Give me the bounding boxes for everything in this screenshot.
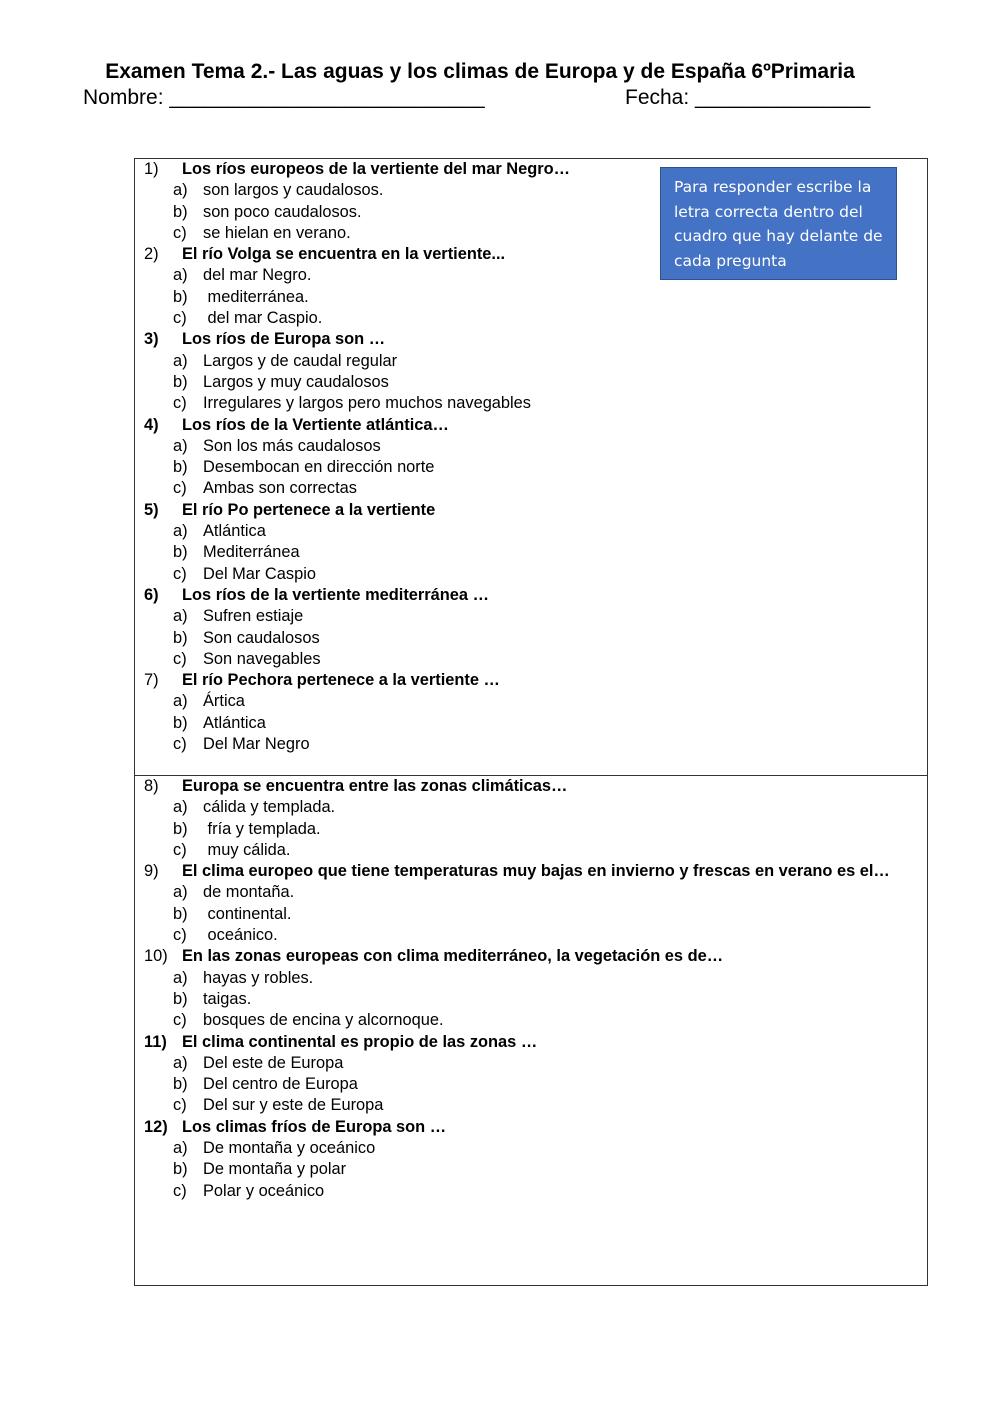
answer-option <box>135 1053 927 1074</box>
answer-option <box>135 1074 927 1095</box>
option-letter: a) <box>173 1053 188 1072</box>
climate-question-box <box>134 775 928 1286</box>
option-letter: b) <box>173 287 188 306</box>
option-text: Atlántica <box>203 522 266 541</box>
option-letter: b) <box>173 1160 188 1179</box>
answer-option <box>135 436 927 457</box>
option-text: se hielan en verano. <box>203 223 351 242</box>
option-letter: b) <box>173 628 188 647</box>
option-text: bosques de encina y alcornoque. <box>203 1011 444 1030</box>
question-list <box>135 776 927 1202</box>
question <box>135 861 927 946</box>
option-text: Largos y muy caudalosos <box>203 372 389 391</box>
option-text: mediterránea. <box>203 287 309 306</box>
option-letter: b) <box>173 904 188 923</box>
question-text: Los ríos de la Vertiente atlántica… <box>182 415 449 434</box>
question-number: 10) <box>144 947 168 966</box>
answer-option <box>135 1159 927 1180</box>
answer-option <box>135 287 927 308</box>
question-stem <box>135 776 927 797</box>
instructions-note: Para responder escribe la letra correcta dentro del cuadro que hay delante de cada pregunta <box>660 167 897 280</box>
answer-option <box>135 925 927 946</box>
question <box>135 946 927 1031</box>
exam-title: Examen Tema 2.- Las aguas y los climas de Europa y de España 6ºPrimaria <box>105 60 855 83</box>
answer-option <box>135 819 927 840</box>
option-text: Del centro de Europa <box>203 1075 358 1094</box>
question-number: 5) <box>144 500 159 519</box>
answer-option <box>135 649 927 670</box>
question-number: 7) <box>144 671 159 690</box>
name-field[interactable]: Nombre: ___________________________ <box>83 86 485 109</box>
option-letter: b) <box>173 372 188 391</box>
option-letter: a) <box>173 798 188 817</box>
answer-option <box>135 372 927 393</box>
question-number: 6) <box>144 585 159 604</box>
question-number: 1) <box>144 160 159 178</box>
option-text: Son caudalosos <box>203 628 320 647</box>
option-text: De montaña y polar <box>203 1160 347 1179</box>
answer-option <box>135 521 927 542</box>
option-text: Son navegables <box>203 649 321 668</box>
question-text: Europa se encuentra entre las zonas climáticas… <box>182 777 568 795</box>
option-letter: a) <box>173 181 188 200</box>
option-letter: c) <box>173 1181 187 1200</box>
option-letter: c) <box>173 735 187 754</box>
answer-option <box>135 691 927 712</box>
option-text: cálida y templada. <box>203 798 336 817</box>
question-stem <box>135 585 927 606</box>
question-text: Los ríos de la vertiente mediterránea … <box>182 585 489 604</box>
option-letter: a) <box>173 522 188 541</box>
option-letter: b) <box>173 819 188 838</box>
option-letter: c) <box>173 394 187 413</box>
option-letter: c) <box>173 649 187 668</box>
answer-option <box>135 734 927 755</box>
answer-option <box>135 968 927 989</box>
answer-option <box>135 564 927 585</box>
option-letter: b) <box>173 989 188 1008</box>
question-stem <box>135 1032 927 1053</box>
option-text: Del Mar Caspio <box>203 564 316 583</box>
option-text: muy cálida. <box>203 840 291 859</box>
question <box>135 776 927 861</box>
answer-option <box>135 840 927 861</box>
option-text: Del Mar Negro <box>203 735 310 754</box>
option-letter: b) <box>173 202 188 221</box>
option-text: de montaña. <box>203 883 295 902</box>
answer-option <box>135 797 927 818</box>
option-text: Ambas son correctas <box>203 479 357 498</box>
answer-option <box>135 457 927 478</box>
answer-option <box>135 628 927 649</box>
date-field[interactable]: Fecha: _______________ <box>625 86 871 109</box>
option-text: Largos y de caudal regular <box>203 351 398 370</box>
question-stem <box>135 946 927 967</box>
option-text: Irregulares y largos pero muchos navegables <box>203 394 531 413</box>
answer-option <box>135 308 927 329</box>
answer-option <box>135 1010 927 1031</box>
answer-option <box>135 713 927 734</box>
answer-option <box>135 478 927 499</box>
answer-option <box>135 989 927 1010</box>
option-letter: c) <box>173 1096 187 1115</box>
question-stem <box>135 670 927 691</box>
option-text: De montaña y oceánico <box>203 1139 376 1158</box>
option-text: Del sur y este de Europa <box>203 1096 384 1115</box>
answer-option <box>135 882 927 903</box>
option-text: Ártica <box>203 692 245 711</box>
question <box>135 415 927 500</box>
option-letter: a) <box>173 351 188 370</box>
question-number: 9) <box>144 862 159 881</box>
option-text: son largos y caudalosos. <box>203 181 384 200</box>
question <box>135 329 927 414</box>
answer-option <box>135 1138 927 1159</box>
option-text: Desembocan en dirección norte <box>203 458 435 477</box>
option-letter: c) <box>173 223 187 242</box>
option-text: Del este de Europa <box>203 1053 344 1072</box>
option-text: Polar y oceánico <box>203 1181 325 1200</box>
option-text: fría y templada. <box>203 819 321 838</box>
answer-option <box>135 542 927 563</box>
option-letter: c) <box>173 1011 187 1030</box>
option-text: Son los más caudalosos <box>203 436 381 455</box>
question-number: 8) <box>144 777 159 795</box>
option-letter: b) <box>173 543 188 562</box>
question-stem <box>135 861 927 882</box>
question-number: 4) <box>144 415 159 434</box>
question-text: El clima continental es propio de las zonas … <box>182 1032 538 1051</box>
answer-option <box>135 393 927 414</box>
answer-option <box>135 904 927 925</box>
option-text: oceánico. <box>203 926 278 945</box>
question-text: Los ríos de Europa son … <box>182 330 386 349</box>
option-letter: c) <box>173 309 187 328</box>
option-text: hayas y robles. <box>203 968 314 987</box>
option-text: Sufren estiaje <box>203 607 304 626</box>
question-text: Los ríos europeos de la vertiente del mar Negro… <box>182 160 571 178</box>
question-number: 11) <box>144 1032 167 1051</box>
option-text: son poco caudalosos. <box>203 202 362 221</box>
option-text: taigas. <box>203 989 252 1008</box>
option-letter: c) <box>173 926 187 945</box>
answer-option <box>135 1095 927 1116</box>
question-stem <box>135 500 927 521</box>
option-letter: a) <box>173 968 188 987</box>
option-letter: a) <box>173 883 188 902</box>
question-text: El río Pechora pertenece a la vertiente … <box>182 671 500 690</box>
question <box>135 500 927 585</box>
question-text: En las zonas europeas con clima mediterráneo, la vegetación es de… <box>182 947 724 966</box>
question <box>135 1032 927 1117</box>
option-letter: b) <box>173 713 188 732</box>
option-letter: a) <box>173 692 188 711</box>
option-letter: c) <box>173 479 187 498</box>
question <box>135 1117 927 1202</box>
option-letter: a) <box>173 607 188 626</box>
question-stem <box>135 1117 927 1138</box>
option-text: Mediterránea <box>203 543 300 562</box>
question-number: 12) <box>144 1117 168 1136</box>
question-text: Los climas fríos de Europa son … <box>182 1117 447 1136</box>
question-text: El río Volga se encuentra en la vertiente... <box>182 245 506 264</box>
option-text: continental. <box>203 904 292 923</box>
question <box>135 585 927 670</box>
option-letter: b) <box>173 458 188 477</box>
answer-option <box>135 351 927 372</box>
question-number: 2) <box>144 245 159 264</box>
option-letter: a) <box>173 266 188 285</box>
question <box>135 670 927 755</box>
option-text: del mar Negro. <box>203 266 312 285</box>
question-stem <box>135 415 927 436</box>
question-stem <box>135 329 927 350</box>
option-letter: c) <box>173 840 187 859</box>
option-text: del mar Caspio. <box>203 309 323 328</box>
answer-option <box>135 606 927 627</box>
option-letter: a) <box>173 436 188 455</box>
answer-option <box>135 1181 927 1202</box>
option-letter: b) <box>173 1075 188 1094</box>
question-text: El clima europeo que tiene temperaturas muy bajas en invierno y frescas en verano es el… <box>182 862 890 881</box>
option-text: Atlántica <box>203 713 266 732</box>
option-letter: a) <box>173 1139 188 1158</box>
question-text: El río Po pertenece a la vertiente <box>182 500 436 519</box>
option-letter: c) <box>173 564 187 583</box>
question-number: 3) <box>144 330 159 349</box>
